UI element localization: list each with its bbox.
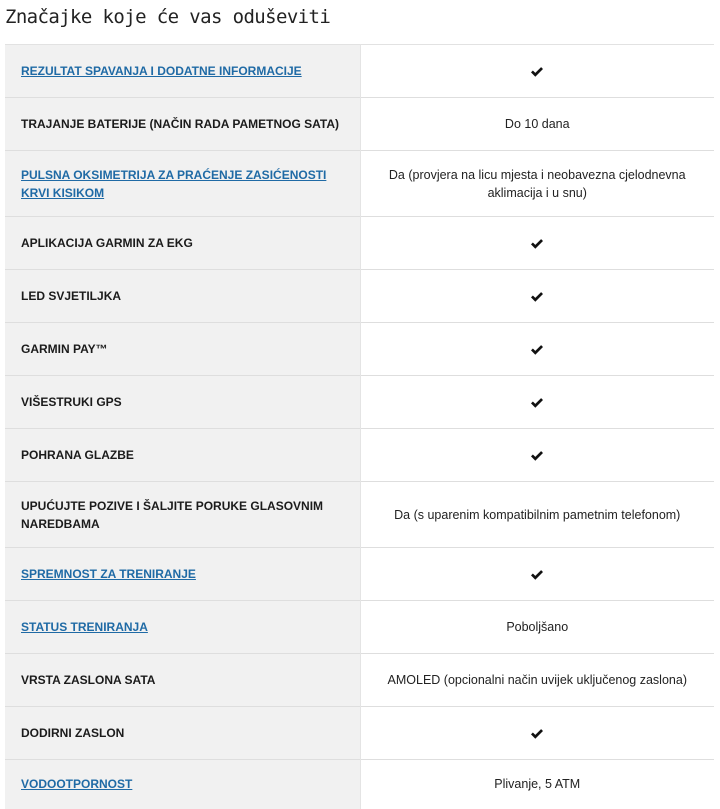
feature-label-cell xyxy=(5,151,360,217)
checkmark-icon xyxy=(530,344,544,356)
feature-label-cell: VIŠESTRUKI GPS xyxy=(5,376,360,429)
feature-value-cell: Da (provjera na licu mjesta i neobavezna cjelodnevna aklimacija i u snu) xyxy=(360,151,714,217)
feature-label-cell: POHRANA GLAZBE xyxy=(5,429,360,482)
feature-value-cell: AMOLED (opcionalni način uvijek uključenog zaslona) xyxy=(360,654,714,707)
feature-label-cell: LED SVJETILJKA xyxy=(5,270,360,323)
checkmark-icon xyxy=(530,569,544,581)
feature-label-cell: DODIRNI ZASLON xyxy=(5,707,360,760)
feature-link-pulse-ox[interactable]: PULSNA OKSIMETRIJA ZA PRAĆENJE ZASIĆENOSTI KRVI KISIKOM xyxy=(21,167,327,200)
table-row xyxy=(5,45,714,98)
feature-value-cell xyxy=(360,45,714,98)
table-row xyxy=(5,270,714,323)
feature-label-cell xyxy=(5,601,360,654)
feature-label-cell xyxy=(5,45,360,98)
feature-value-cell xyxy=(360,270,714,323)
checkmark-icon xyxy=(530,397,544,409)
table-row xyxy=(5,760,714,809)
feature-label-cell: APLIKACIJA GARMIN ZA EKG xyxy=(5,217,360,270)
feature-value-cell: Poboljšano xyxy=(360,601,714,654)
feature-value-cell: Plivanje, 5 ATM xyxy=(360,760,714,809)
table-row xyxy=(5,601,714,654)
features-table xyxy=(5,44,714,809)
feature-label-cell: GARMIN PAY™ xyxy=(5,323,360,376)
table-row xyxy=(5,482,714,548)
checkmark-icon xyxy=(530,450,544,462)
feature-value-cell xyxy=(360,707,714,760)
table-row xyxy=(5,323,714,376)
feature-value-cell: Do 10 dana xyxy=(360,98,714,151)
feature-label-cell: UPUĆUJTE POZIVE I ŠALJITE PORUKE GLASOVNIM NAREDBAMA xyxy=(5,482,360,548)
feature-value-cell xyxy=(360,548,714,601)
checkmark-icon xyxy=(530,66,544,78)
feature-label-cell: VRSTA ZASLONA SATA xyxy=(5,654,360,707)
table-row xyxy=(5,376,714,429)
feature-value-cell xyxy=(360,376,714,429)
table-row xyxy=(5,429,714,482)
feature-label-cell xyxy=(5,548,360,601)
feature-label-cell: TRAJANJE BATERIJE (NAČIN RADA PAMETNOG SATA) xyxy=(5,98,360,151)
checkmark-icon xyxy=(530,728,544,740)
page-title: Značajke koje će vas oduševiti xyxy=(5,6,331,28)
feature-value-cell xyxy=(360,429,714,482)
table-row xyxy=(5,654,714,707)
table-row xyxy=(5,217,714,270)
feature-value-cell xyxy=(360,217,714,270)
feature-link-training-readiness[interactable]: SPREMNOST ZA TRENIRANJE xyxy=(21,567,196,581)
feature-value-cell xyxy=(360,323,714,376)
table-row xyxy=(5,151,714,217)
features-table-body xyxy=(5,45,714,809)
checkmark-icon xyxy=(530,238,544,250)
feature-value-cell: Da (s uparenim kompatibilnim pametnim telefonom) xyxy=(360,482,714,548)
feature-link-training-status[interactable]: STATUS TRENIRANJA xyxy=(21,620,148,634)
feature-link-water-rating[interactable]: VODOOTPORNOST xyxy=(21,777,133,792)
table-row xyxy=(5,548,714,601)
feature-label-cell xyxy=(5,760,360,809)
checkmark-icon xyxy=(530,291,544,303)
feature-link-sleep-score[interactable]: REZULTAT SPAVANJA I DODATNE INFORMACIJE xyxy=(21,64,302,78)
table-row xyxy=(5,707,714,760)
table-row xyxy=(5,98,714,151)
